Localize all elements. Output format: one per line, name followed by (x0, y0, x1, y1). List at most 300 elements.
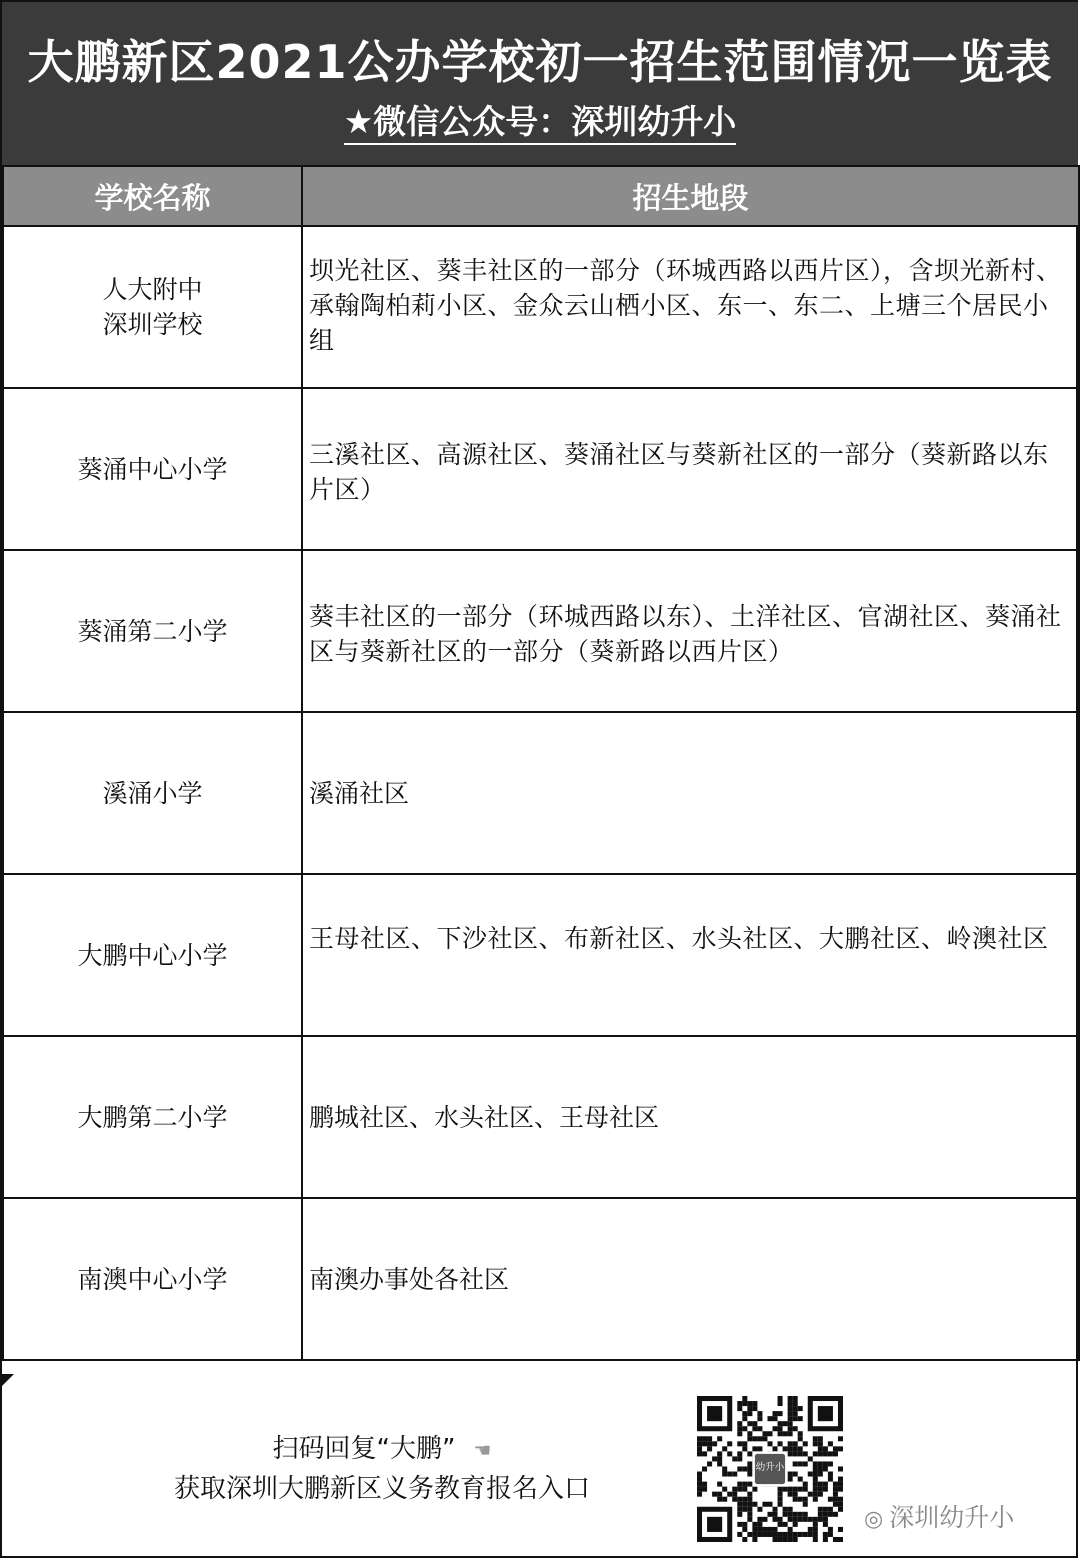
school-name-cell (3, 874, 302, 1036)
qr-module (793, 1472, 798, 1477)
qr-module (717, 1492, 722, 1497)
qr-module (783, 1446, 788, 1451)
qr-module (838, 1487, 843, 1492)
qr-module (742, 1446, 747, 1451)
qr-module (712, 1456, 717, 1461)
qr-module (808, 1532, 813, 1537)
qr-module (793, 1517, 798, 1522)
qr-module (783, 1507, 788, 1512)
qr-module (773, 1527, 778, 1532)
qr-module (798, 1406, 803, 1411)
qr-module (778, 1492, 783, 1497)
qr-module (747, 1492, 752, 1497)
page-title: 大鹏新区2021公办学校初一招生范围情况一览表 (27, 35, 1053, 89)
qr-module (828, 1441, 833, 1446)
qr-module (788, 1477, 793, 1482)
qr-module (747, 1431, 752, 1436)
qr-module (702, 1451, 707, 1456)
qr-module (783, 1421, 788, 1426)
qr-module (793, 1441, 798, 1446)
qr-module (752, 1502, 757, 1507)
qr-module (803, 1497, 808, 1502)
qr-module (823, 1487, 828, 1492)
qr-module (788, 1396, 793, 1401)
qr-module (808, 1492, 813, 1497)
qr-module (752, 1537, 757, 1542)
qr-module (833, 1451, 838, 1456)
qr-module (752, 1436, 757, 1441)
qr-module (702, 1441, 707, 1446)
area-text: 鹏城社区、水头社区、王母社区 (309, 1102, 660, 1132)
qr-module (742, 1426, 747, 1431)
scan-text: 扫码回复“大鹏” (272, 1434, 456, 1464)
qr-module (833, 1446, 838, 1451)
qr-module (818, 1507, 823, 1512)
corner-mark (2, 1374, 14, 1386)
table-row (3, 874, 1079, 1036)
qr-module (828, 1472, 833, 1477)
qr-module (737, 1406, 742, 1411)
qr-module (707, 1436, 712, 1441)
qr-module (737, 1497, 742, 1502)
subtitle-text: ★微信公众号：深圳幼升小 (344, 102, 737, 145)
qr-module (778, 1497, 783, 1502)
qr-module (737, 1401, 742, 1406)
qr-module (757, 1436, 762, 1441)
qr-module (697, 1436, 702, 1441)
qr-module (803, 1461, 808, 1466)
qr-module (778, 1401, 783, 1406)
qr-module (722, 1446, 727, 1451)
qr-module (722, 1487, 727, 1492)
qr-module (818, 1517, 823, 1522)
qr-module (737, 1466, 742, 1471)
qr-module (742, 1522, 747, 1527)
qr-module (788, 1406, 793, 1411)
qr-module (717, 1456, 722, 1461)
qr-module (767, 1532, 772, 1537)
qr-module (767, 1502, 772, 1507)
qr-module (778, 1517, 783, 1522)
qr-module (788, 1507, 793, 1512)
qr-module (767, 1527, 772, 1532)
qr-module (798, 1477, 803, 1482)
qr-module (808, 1517, 813, 1522)
qr-module (833, 1482, 838, 1487)
qr-module (702, 1466, 707, 1471)
qr-module (747, 1411, 752, 1416)
qr-module (737, 1522, 742, 1527)
qr-module (838, 1436, 843, 1441)
qr-module (767, 1416, 772, 1421)
qr-module (747, 1461, 752, 1466)
qr-module (788, 1472, 793, 1477)
qr-module (788, 1431, 793, 1436)
qr-module (717, 1436, 722, 1441)
qr-module (752, 1421, 757, 1426)
qr-module (732, 1487, 737, 1492)
area-text: 南澳办事处各社区 (309, 1264, 510, 1294)
qr-module (747, 1466, 752, 1471)
qr-module (778, 1431, 783, 1436)
qr-module (778, 1532, 783, 1537)
qr-module (788, 1426, 793, 1431)
wechat-icon: ◎ (864, 1507, 884, 1532)
qr-module (798, 1517, 803, 1522)
school-name-line2: 深圳学校 (102, 310, 203, 339)
qr-module (808, 1527, 813, 1532)
qr-module (823, 1532, 828, 1537)
qr-module (803, 1441, 808, 1446)
qr-module (813, 1537, 818, 1542)
table-row (3, 712, 1079, 874)
area-cell (302, 1198, 1079, 1360)
qr-module (732, 1456, 737, 1461)
qr-module (813, 1522, 818, 1527)
qr-module (798, 1431, 803, 1436)
qr-module (747, 1406, 752, 1411)
qr-module (737, 1421, 742, 1426)
school-name-cell (3, 1036, 302, 1198)
qr-module (717, 1497, 722, 1502)
qr-module (783, 1532, 788, 1537)
area-cell (302, 388, 1079, 550)
footer (2, 1374, 1078, 1558)
qr-module (762, 1517, 767, 1522)
qr-module (838, 1497, 843, 1502)
qr-module (747, 1401, 752, 1406)
qr-module (813, 1492, 818, 1497)
school-name: 大鹏中心小学 (77, 940, 228, 970)
qr-module (788, 1537, 793, 1542)
qr-module (762, 1431, 767, 1436)
qr-module (788, 1512, 793, 1517)
qr-module (697, 1477, 702, 1482)
qr-module (747, 1451, 752, 1456)
school-name-cell (3, 226, 302, 388)
qr-module (813, 1527, 818, 1532)
qr-module (813, 1487, 818, 1492)
scan-instruction-2: 获取深圳大鹏新区义务教育报名入口 (173, 1474, 590, 1504)
qr-module (702, 1487, 707, 1492)
qr-module (788, 1487, 793, 1492)
qr-module (818, 1512, 823, 1517)
qr-module (823, 1451, 828, 1456)
qr-module (757, 1411, 762, 1416)
qr-module (712, 1492, 717, 1497)
qr-module (803, 1451, 808, 1456)
qr-module (838, 1446, 843, 1451)
qr-module (773, 1512, 778, 1517)
qr-module (788, 1517, 793, 1522)
qr-module (778, 1487, 783, 1492)
qr-module (788, 1421, 793, 1426)
page-subtitle (2, 100, 1078, 144)
table-row (3, 1198, 1079, 1360)
qr-module (697, 1482, 702, 1487)
qr-module (803, 1487, 808, 1492)
qr-module (823, 1517, 828, 1522)
qr-module (707, 1461, 712, 1466)
area-text: 坝光社区、葵丰社区的一部分（环城西路以西片区），含坝光新村、承翰陶柏莉小区、金众云山栖小区、东一、东二、上塘三个居民小组 (309, 256, 1062, 355)
qr-module (828, 1497, 833, 1502)
qr-module (793, 1446, 798, 1451)
qr-module (742, 1401, 747, 1406)
qr-module (767, 1431, 772, 1436)
qr-module (762, 1532, 767, 1537)
qr-module (747, 1502, 752, 1507)
qr-module (747, 1512, 752, 1517)
qr-module (742, 1537, 747, 1542)
qr-module (813, 1466, 818, 1471)
qr-module (747, 1472, 752, 1477)
qr-module (773, 1411, 778, 1416)
table-header-row (3, 166, 1079, 226)
area-cell (302, 712, 1079, 874)
qr-module (818, 1466, 823, 1471)
qr-module (757, 1426, 762, 1431)
table-row (3, 388, 1079, 550)
qr-module (838, 1502, 843, 1507)
qr-module (818, 1436, 823, 1441)
qr-module (793, 1522, 798, 1527)
pointing-hand-icon: ☚ (473, 1438, 492, 1462)
qr-module (788, 1532, 793, 1537)
qr-module (697, 1446, 702, 1451)
qr-module (762, 1527, 767, 1532)
qr-module (788, 1411, 793, 1416)
qr-module (798, 1487, 803, 1492)
qr-module (793, 1411, 798, 1416)
qr-module (757, 1522, 762, 1527)
qr-module (752, 1522, 757, 1527)
qr-module (773, 1426, 778, 1431)
qr-module (833, 1502, 838, 1507)
qr-module (747, 1421, 752, 1426)
qr-module (712, 1441, 717, 1446)
qr-module (737, 1507, 742, 1512)
qr-module (778, 1396, 783, 1401)
area-cell (302, 874, 1079, 1036)
school-name: 人大附中 (102, 275, 203, 304)
qr-module (793, 1396, 798, 1401)
qr-module (757, 1527, 762, 1532)
qr-module (833, 1497, 838, 1502)
qr-module (762, 1436, 767, 1441)
qr-module (798, 1451, 803, 1456)
qr-module (823, 1482, 828, 1487)
qr-module (813, 1461, 818, 1466)
qr-module (783, 1487, 788, 1492)
qr-module (737, 1431, 742, 1436)
qr-module (742, 1466, 747, 1471)
qr-module (813, 1451, 818, 1456)
qr-module (783, 1512, 788, 1517)
qr-module (752, 1527, 757, 1532)
qr-module (778, 1421, 783, 1426)
area-text: 三溪社区、高源社区、葵涌社区与葵新社区的一部分（葵新路以东片区） (309, 440, 1049, 504)
qr-module (747, 1497, 752, 1502)
qr-module (813, 1482, 818, 1487)
qr-module (818, 1461, 823, 1466)
qr-module (828, 1461, 833, 1466)
qr-module (742, 1502, 747, 1507)
qr-module (773, 1537, 778, 1542)
qr-module (828, 1532, 833, 1537)
qr-module (773, 1446, 778, 1451)
school-name: 溪涌小学 (102, 778, 203, 808)
qr-module (793, 1416, 798, 1421)
qr-module (788, 1441, 793, 1446)
qr-module (732, 1472, 737, 1477)
school-name-cell (3, 712, 302, 874)
qr-module (788, 1492, 793, 1497)
qr-module (818, 1492, 823, 1497)
qr-module (833, 1487, 838, 1492)
area-cell (302, 226, 1079, 388)
qr-module (707, 1446, 712, 1451)
qr-module (798, 1461, 803, 1466)
qr-module (818, 1451, 823, 1456)
qr-module (788, 1446, 793, 1451)
school-name-cell (3, 1198, 302, 1360)
qr-module (747, 1482, 752, 1487)
qr-module (747, 1517, 752, 1522)
qr-module (838, 1537, 843, 1542)
qr-module (778, 1537, 783, 1542)
qr-module (742, 1487, 747, 1492)
qr-module (773, 1517, 778, 1522)
school-name-cell (3, 388, 302, 550)
qr-module (798, 1446, 803, 1451)
qr-module (707, 1441, 712, 1446)
qr-module (778, 1522, 783, 1527)
qr-module (828, 1527, 833, 1532)
qr-module (803, 1517, 808, 1522)
qr-module (833, 1492, 838, 1497)
qr-module (798, 1512, 803, 1517)
qr-module (717, 1451, 722, 1456)
qr-module (773, 1416, 778, 1421)
qr-module (793, 1537, 798, 1542)
qr-module (697, 1472, 702, 1477)
qr-module (752, 1406, 757, 1411)
qr-module (717, 1461, 722, 1466)
qr-module (833, 1512, 838, 1517)
qr-module (798, 1436, 803, 1441)
qr-module (737, 1451, 742, 1456)
qr-module (813, 1472, 818, 1477)
qr-module (757, 1416, 762, 1421)
qr-module (757, 1532, 762, 1537)
qr-module (697, 1451, 702, 1456)
qr-module (823, 1461, 828, 1466)
qr-module (793, 1492, 798, 1497)
watermark (864, 1498, 1014, 1534)
qr-module (803, 1532, 808, 1537)
qr-module (737, 1532, 742, 1537)
area-cell (302, 1036, 1079, 1198)
qr-module (813, 1477, 818, 1482)
qr-module (697, 1441, 702, 1446)
qr-module (793, 1451, 798, 1456)
school-name: 南澳中心小学 (77, 1264, 228, 1294)
qr-module (793, 1487, 798, 1492)
qr-module (702, 1482, 707, 1487)
qr-module (783, 1431, 788, 1436)
qr-module (823, 1507, 828, 1512)
qr-module (818, 1482, 823, 1487)
qr-module (773, 1507, 778, 1512)
qr-module (828, 1507, 833, 1512)
qr-module (793, 1461, 798, 1466)
qr-module (767, 1512, 772, 1517)
qr-code[interactable] (697, 1396, 843, 1542)
qr-module (697, 1487, 702, 1492)
qr-module (727, 1451, 732, 1456)
qr-module (793, 1401, 798, 1406)
qr-module (778, 1411, 783, 1416)
qr-module (778, 1426, 783, 1431)
qr-module (793, 1532, 798, 1537)
qr-module (823, 1512, 828, 1517)
qr-module (813, 1517, 818, 1522)
qr-module (813, 1497, 818, 1502)
qr-module (742, 1411, 747, 1416)
qr-module (722, 1497, 727, 1502)
qr-module (722, 1466, 727, 1471)
school-name: 葵涌第二小学 (77, 616, 228, 646)
qr-module (818, 1472, 823, 1477)
qr-module (783, 1537, 788, 1542)
qr-module (742, 1527, 747, 1532)
qr-module (757, 1517, 762, 1522)
column-header-school: 学校名称 (3, 166, 302, 226)
qr-module (808, 1472, 813, 1477)
qr-module (828, 1512, 833, 1517)
qr-module (788, 1451, 793, 1456)
qr-module (803, 1512, 808, 1517)
qr-module (737, 1512, 742, 1517)
qr-module (757, 1446, 762, 1451)
school-name: 葵涌中心小学 (77, 454, 228, 484)
qr-module (742, 1497, 747, 1502)
watermark-text: 深圳幼升小 (889, 1503, 1015, 1532)
qr-module (732, 1497, 737, 1502)
qr-module (747, 1436, 752, 1441)
qr-module (747, 1532, 752, 1537)
qr-module (793, 1512, 798, 1517)
qr-module (783, 1522, 788, 1527)
school-name-cell (3, 550, 302, 712)
qr-module (828, 1451, 833, 1456)
area-cell (302, 550, 1079, 712)
qr-module (838, 1482, 843, 1487)
area-text: 王母社区、下沙社区、布新社区、水头社区、大鹏社区、岭澳社区 (309, 924, 1049, 953)
qr-module (737, 1456, 742, 1461)
qr-module (793, 1406, 798, 1411)
qr-module (762, 1502, 767, 1507)
qr-module (752, 1446, 757, 1451)
qr-module (833, 1537, 838, 1542)
qr-module (798, 1416, 803, 1421)
qr-module (717, 1482, 722, 1487)
qr-module (823, 1537, 828, 1542)
qr-module (793, 1426, 798, 1431)
qr-module (722, 1472, 727, 1477)
qr-module (798, 1497, 803, 1502)
header-banner (2, 2, 1078, 165)
